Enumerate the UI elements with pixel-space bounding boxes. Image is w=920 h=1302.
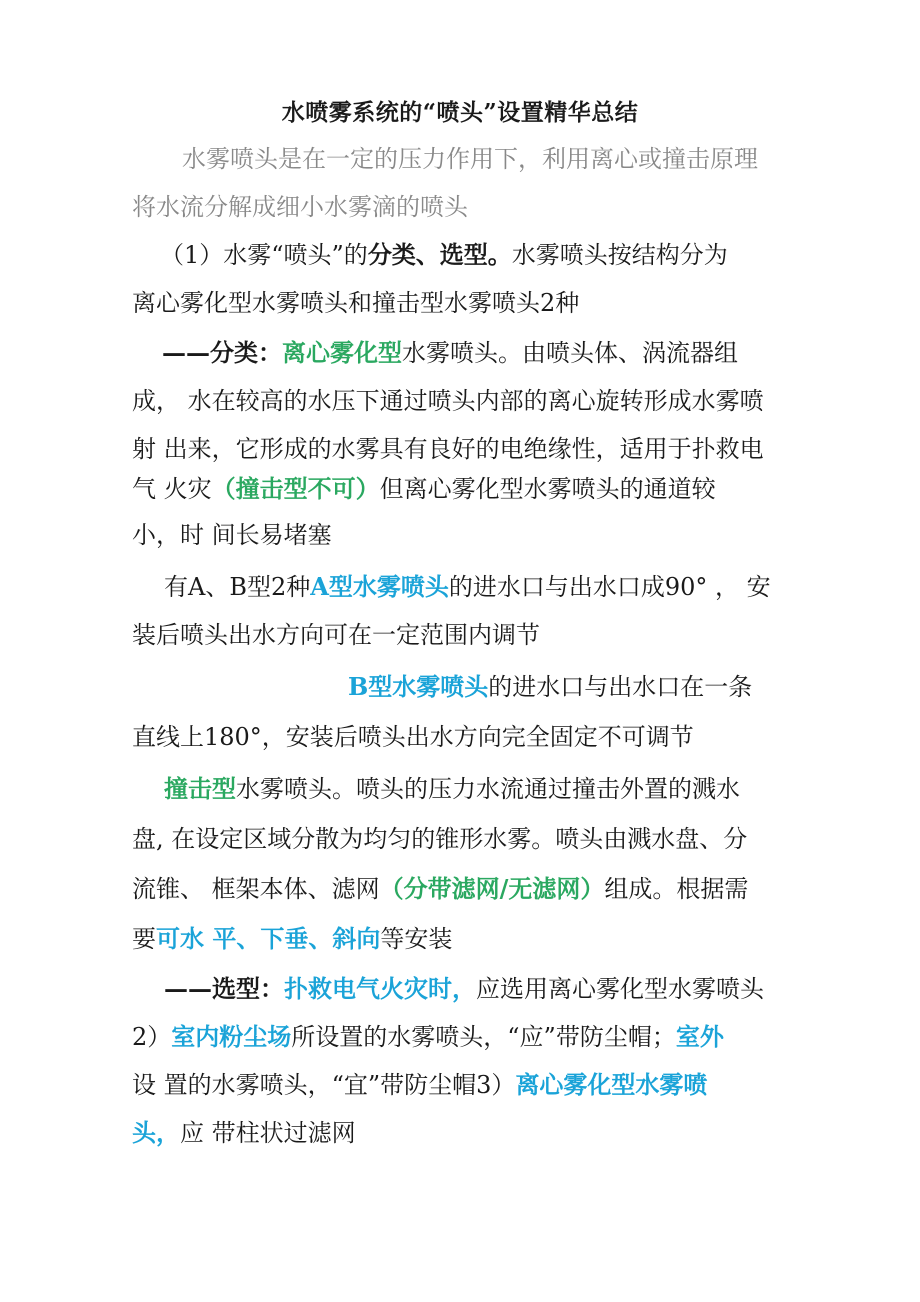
- selection-line-1: [164, 972, 764, 1006]
- document-title: 水喷雾系统的“喷头”设置精华总结: [281, 99, 639, 126]
- section1-line-2: 离心雾化型水雾喷头和撞击型水雾喷头2种: [132, 289, 580, 317]
- section1-keyword: 分类、选型。: [367, 240, 512, 269]
- impact-line-4: [132, 922, 452, 956]
- impact-line-2: 盘, 在设定区域分散为均匀的锥形水雾。喷头由溅水盘、分: [132, 825, 748, 853]
- classify-line-2: 成， 水在较高的水压下通过喷头内部的离心旋转形成水雾喷: [132, 387, 764, 415]
- typeB-line-2: 直线上180°，安装后喷头出水方向完全固定不可调节: [132, 723, 694, 751]
- classify-line-1: [162, 336, 738, 370]
- impact-l3-rest: 组成。根据需: [604, 875, 749, 903]
- typeA-line-1: [164, 570, 771, 604]
- section1-line-1: [160, 238, 728, 272]
- selection-centrifugal: 离心雾化型水雾喷: [515, 1070, 708, 1099]
- typeA-text: 的进水口与出水口成90° ， 安: [448, 573, 771, 601]
- typeB-line-1: [348, 670, 752, 704]
- impact-highlight: 撞击型: [164, 774, 236, 803]
- typeB-highlight: B型水雾喷头: [348, 672, 489, 701]
- classify-l4-text: 气 火灾: [132, 475, 212, 503]
- selection-line-3: [132, 1068, 707, 1102]
- selection-l2-text: 所设置的水雾喷头，“应”带防尘帽；: [291, 1023, 676, 1051]
- typeA-intro: 有A、B型2种: [164, 573, 311, 601]
- selection-line-2: [132, 1020, 724, 1054]
- impact-l4-text: 要: [132, 925, 156, 953]
- selection-l3-text: 设 置的水雾喷头，“宜”带防尘帽3）: [132, 1071, 516, 1099]
- impact-l4-rest: 等安装: [380, 925, 453, 953]
- selection-label: ——选型：: [164, 974, 284, 1003]
- typeB-text: 的进水口与出水口在一条: [488, 673, 753, 701]
- impact-line-3: [132, 872, 748, 906]
- selection-l4-text: 应 带柱状过滤网: [180, 1119, 356, 1147]
- classify-text: 水雾喷头。由喷头体、涡流器组: [402, 339, 738, 367]
- classify-line-4: [132, 472, 716, 506]
- selection-text: 应选用离心雾化型水雾喷头: [476, 975, 764, 1003]
- impact-l3-text: 流锥、 框架本体、滤网: [132, 875, 380, 903]
- section1-heading: （1）水雾“喷头”的: [160, 241, 368, 269]
- typeA-line-2: 装后喷头出水方向可在一定范围内调节: [132, 621, 540, 649]
- classify-label: ——分类：: [162, 338, 282, 367]
- intro-line-1: 水雾喷头是在一定的压力作用下，利用离心或撞击原理: [182, 145, 758, 173]
- classify-highlight: 离心雾化型: [282, 338, 402, 367]
- impact-text: 水雾喷头。喷头的压力水流通过撞击外置的溅水: [236, 775, 740, 803]
- selection-l4-highlight: 头，: [132, 1118, 180, 1147]
- selection-highlight: 扑救电气火灾时，: [284, 974, 476, 1003]
- selection-line-4: [132, 1116, 356, 1150]
- impact-note: （分带滤网/无滤网）: [379, 874, 605, 903]
- selection-outdoor: 室外: [675, 1022, 724, 1051]
- classify-line-5: 小，时 间长易堵塞: [132, 521, 332, 549]
- selection-indoor: 室内粉尘场: [171, 1022, 292, 1051]
- impact-line-1: [164, 772, 740, 806]
- classify-l4-rest: 但离心雾化型水雾喷头的通道较: [379, 475, 716, 503]
- typeA-highlight: A型水雾喷头: [310, 572, 449, 601]
- selection-l2-num: 2）: [132, 1023, 172, 1051]
- impact-install-highlight: 可水 平、下垂、斜向: [156, 924, 381, 953]
- intro-line-2: 将水流分解成细小水雾滴的喷头: [132, 193, 468, 221]
- section1-text: 水雾喷头按结构分为: [511, 241, 728, 269]
- classify-line-3: 射 出来，它形成的水雾具有良好的电绝缘性，适用于扑救电: [132, 435, 764, 463]
- classify-note: （撞击型不可）: [211, 474, 380, 503]
